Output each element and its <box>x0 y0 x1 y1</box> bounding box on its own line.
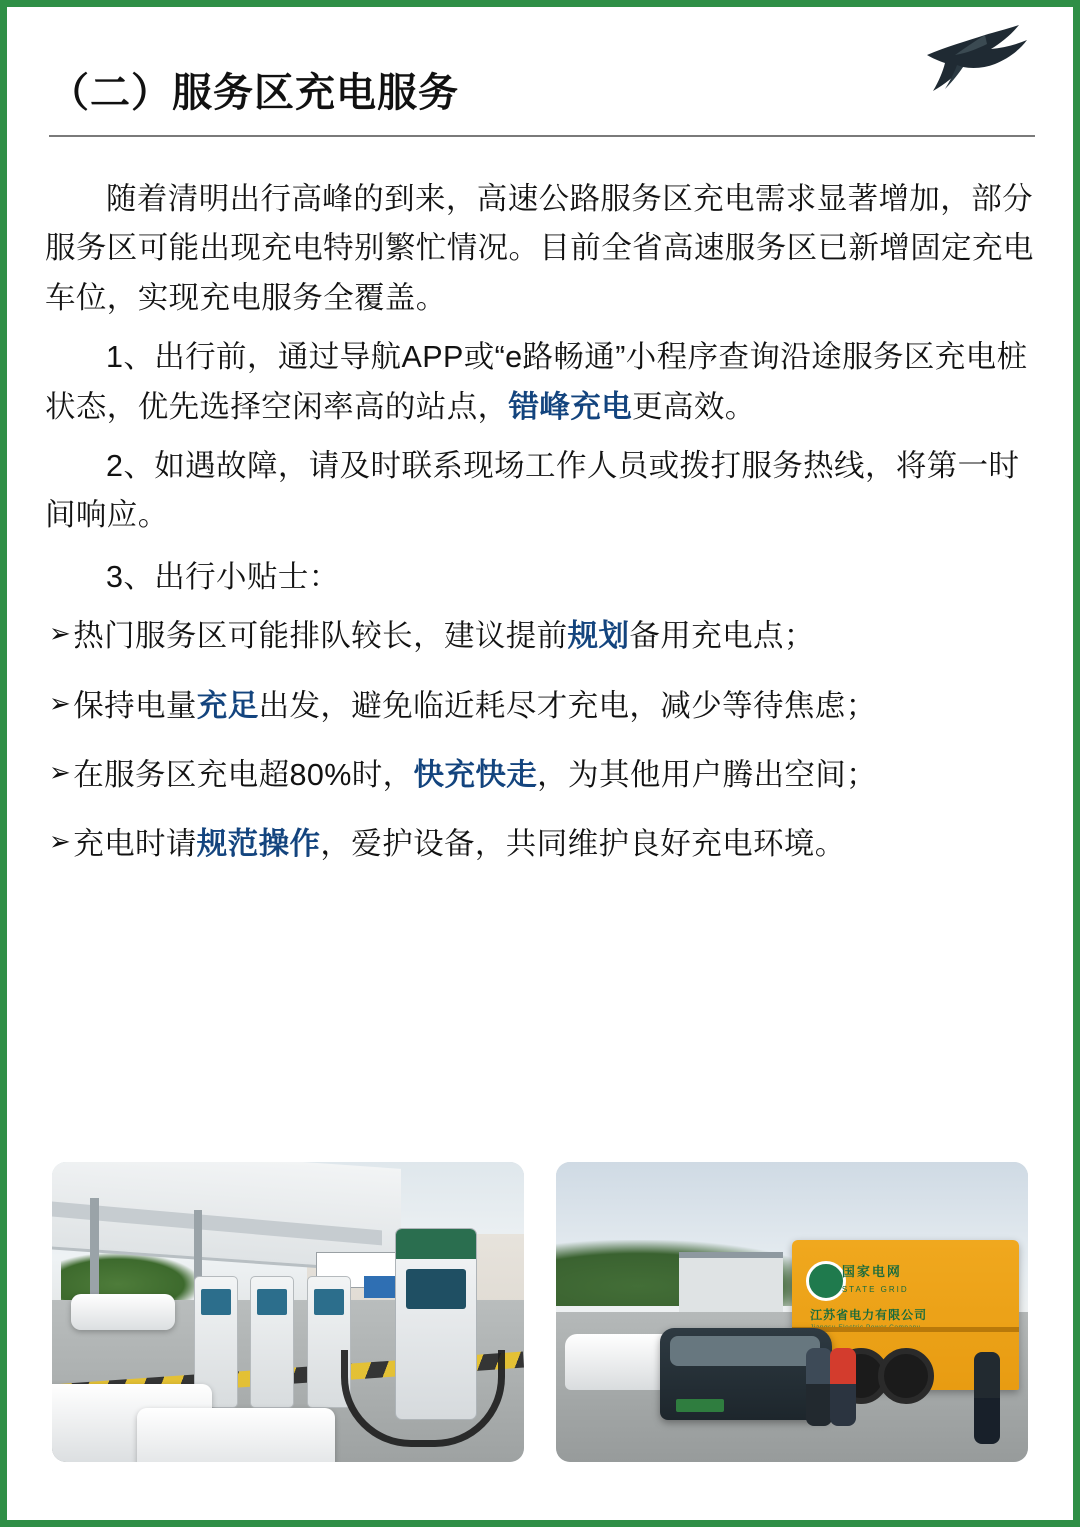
title-block <box>45 69 1035 137</box>
tip-text-1 <box>73 682 1035 731</box>
tip-item-2 <box>45 751 1035 800</box>
tip-1-text-0: 保持电量 <box>73 688 197 723</box>
tip-item-3 <box>45 820 1035 869</box>
tip-0-text-0: 热门服务区可能排队较长，建议提前 <box>73 619 568 654</box>
paragraph-1 <box>45 333 1035 432</box>
tip-1-text-2: 出发，避免临近耗尽才充电，减少等待焦虑； <box>258 688 877 723</box>
bullet-arrow-icon: ➢ <box>49 757 72 788</box>
page-content <box>7 7 1073 1520</box>
tip-item-1 <box>45 682 1035 731</box>
paragraph-list <box>45 175 1035 602</box>
article-body <box>45 175 1035 870</box>
tip-text-2 <box>73 751 1035 800</box>
paragraph-3-text-0: 3、出行小贴士： <box>106 559 340 594</box>
paragraph-1-text-0: 1、出行前，通过导航APP或“e路畅通”小程序查询沿途服务区充电桩状态，优先选择空闲率高的站点， <box>45 340 1028 424</box>
page-title: （二）服务区充电服务 <box>49 71 459 115</box>
paragraph-1-highlight-1: 错峰充电 <box>508 389 633 424</box>
bullet-arrow-icon: ➢ <box>49 687 72 718</box>
paragraph-1-text-2: 更高效。 <box>632 389 756 424</box>
paragraph-2 <box>45 442 1035 541</box>
bullet-arrow-icon: ➢ <box>49 618 72 649</box>
paragraph-2-text-0: 2、如遇故障，请及时联系现场工作人员或拨打服务热线，将第一时间响应。 <box>45 449 1020 533</box>
truck-subsidiary-cn: 江苏省电力有限公司 <box>810 1308 928 1322</box>
tip-text-0 <box>73 612 1035 661</box>
photo-row <box>52 1162 1028 1462</box>
tip-2-text-2: ，为其他用户腾出空间； <box>537 758 878 793</box>
tip-3-highlight-1: 规范操作 <box>196 827 321 862</box>
tip-0-text-2: 备用充电点； <box>629 619 815 654</box>
tip-3-text-0: 充电时请 <box>73 827 197 862</box>
truck-company-en: STATE GRID <box>841 1285 909 1294</box>
photo-mobile-charging-truck <box>556 1162 1028 1462</box>
truck-company-cn: 国家电网 <box>841 1264 902 1279</box>
tip-text-3 <box>73 820 1035 869</box>
bullet-arrow-icon: ➢ <box>49 826 72 857</box>
paragraph-3 <box>45 553 1035 602</box>
paragraph-0-text-0: 随着清明出行高峰的到来，高速公路服务区充电需求显著增加，部分服务区可能出现充电特别繁忙情况。目前全省高速服务区已新增固定充电车位，实现充电服务全覆盖。 <box>45 182 1034 315</box>
tip-2-highlight-1: 快充快走 <box>413 758 538 793</box>
tip-item-0 <box>45 612 1035 661</box>
paragraph-0 <box>45 175 1035 323</box>
tip-3-text-2: ，爱护设备，共同维护良好充电环境。 <box>320 827 846 862</box>
tip-0-highlight-1: 规划 <box>567 619 630 654</box>
title-divider <box>49 135 1035 137</box>
tip-2-text-0: 在服务区充电超80%时， <box>73 758 414 793</box>
tip-1-highlight-1: 充足 <box>196 688 259 723</box>
photo-charging-station <box>52 1162 524 1462</box>
tips-list <box>45 612 1035 870</box>
